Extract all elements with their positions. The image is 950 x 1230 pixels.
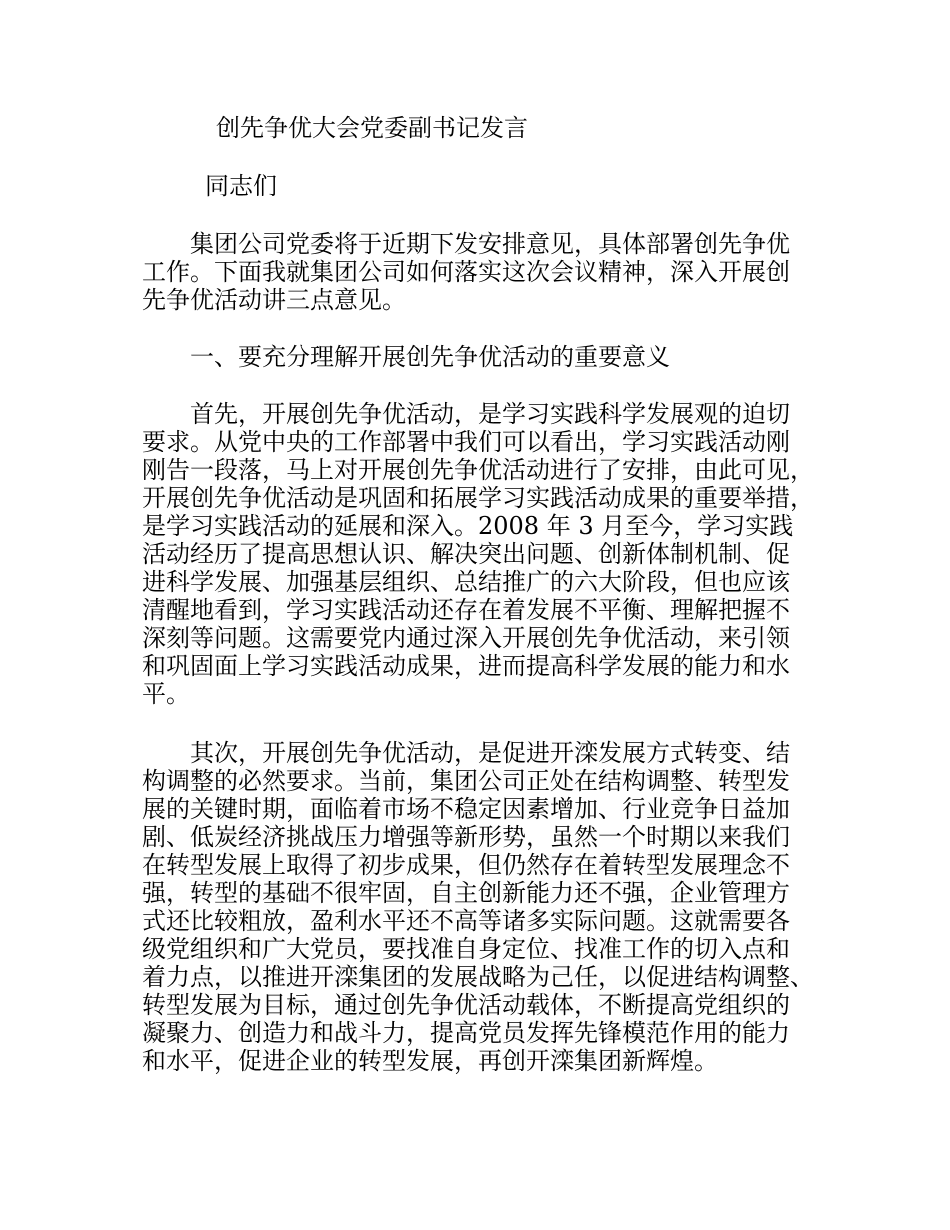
paragraph-line: 是学习实践活动的延展和深入。2008 年 3 月至今，学习实践 (142, 512, 794, 540)
paragraph-line: 要求。从党中央的工作部署中我们可以看出，学习实践活动刚 (142, 428, 790, 456)
paragraph-line: 活动经历了提高思想认识、解决突出问题、创新体制机制、促 (142, 540, 790, 568)
salutation: 同志们 (205, 172, 277, 200)
paragraph-line: 刚告一段落，马上对开展创先争优活动进行了安排，由此可见， (142, 456, 814, 484)
paragraph-line: 工作。下面我就集团公司如何落实这次会议精神，深入开展创 (142, 258, 790, 286)
paragraph-line: 剧、低炭经济挑战压力增强等新形势，虽然一个时期以来我们 (142, 823, 790, 851)
paragraph-line: 深刻等问题。这需要党内通过深入开展创先争优活动，来引领 (142, 624, 790, 652)
paragraph-line: 开展创先争优活动是巩固和拓展学习实践活动成果的重要举措， (142, 484, 814, 512)
paragraph-line: 先争优活动讲三点意见。 (142, 286, 406, 314)
paragraph-line: 转型发展为目标，通过创先争优活动载体，不断提高党组织的 (142, 991, 790, 1019)
paragraph-line: 进科学发展、加强基层组织、总结推广的六大阶段，但也应该 (142, 568, 790, 596)
paragraph-line: 和水平，促进企业的转型发展，再创开滦集团新辉煌。 (142, 1047, 718, 1075)
paragraph-line: 着力点，以推进开滦集团的发展战略为己任，以促进结构调整、 (142, 963, 814, 991)
paragraph-line: 清醒地看到，学习实践活动还存在着发展不平衡、理解把握不 (142, 596, 790, 624)
section-heading: 一、要充分理解开展创先争优活动的重要意义 (142, 343, 670, 371)
paragraph-line: 首先，开展创先争优活动，是学习实践科学发展观的迫切 (142, 400, 790, 428)
paragraph-line: 其次，开展创先争优活动，是促进开滦发展方式转变、结 (142, 739, 790, 767)
paragraph-line: 构调整的必然要求。当前，集团公司正处在结构调整、转型发 (142, 767, 790, 795)
paragraph-line: 凝聚力、创造力和战斗力，提高党员发挥先锋模范作用的能力 (142, 1019, 790, 1047)
paragraph-line: 在转型发展上取得了初步成果，但仍然存在着转型发展理念不 (142, 851, 790, 879)
document-title: 创先争优大会党委副书记发言 (216, 114, 528, 142)
paragraph-line: 级党组织和广大党员，要找准自身定位、找准工作的切入点和 (142, 935, 790, 963)
paragraph-line: 和巩固面上学习实践活动成果，进而提高科学发展的能力和水 (142, 652, 790, 680)
paragraph-line: 展的关键时期，面临着市场不稳定因素增加、行业竞争日益加 (142, 795, 790, 823)
paragraph-line: 集团公司党委将于近期下发安排意见，具体部署创先争优 (142, 230, 790, 258)
paragraph-line: 强，转型的基础不很牢固，自主创新能力还不强，企业管理方 (142, 879, 790, 907)
paragraph-line: 平。 (142, 680, 190, 708)
paragraph-line: 式还比较粗放，盈利水平还不高等诸多实际问题。这就需要各 (142, 907, 790, 935)
